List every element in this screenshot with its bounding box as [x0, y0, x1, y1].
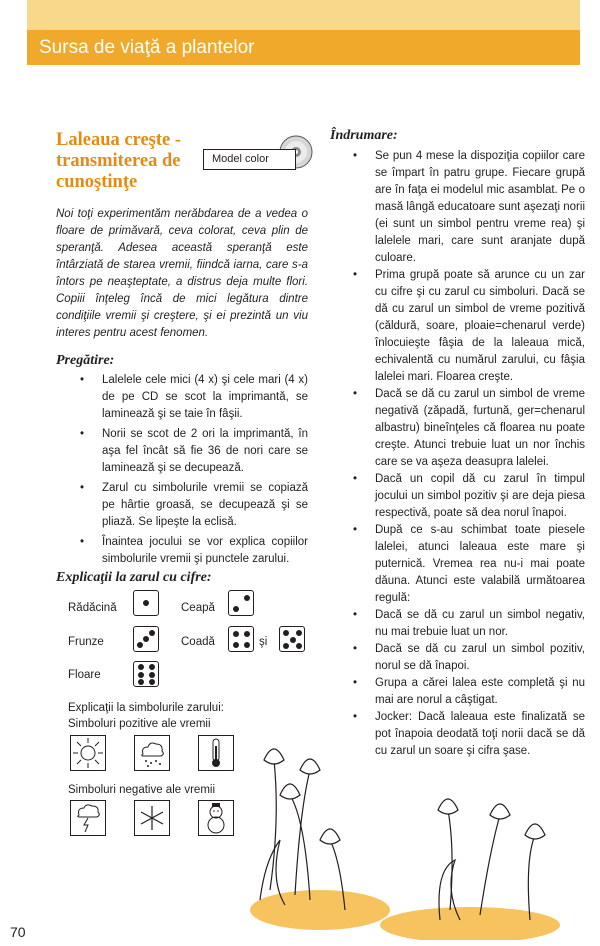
- label-onion: Ceapă: [181, 602, 215, 614]
- dice-explanation-heading: Explicaţii la zarul cu cifre:: [56, 570, 212, 585]
- list-item: • Dacă se dă cu zarul un simbol pozitiv, norul se dă înapoi.: [353, 643, 585, 672]
- sun-icon: [70, 735, 106, 771]
- rain-cloud-icon: [134, 735, 170, 771]
- list-item: • După ce s-au schimbat toate piesele lalelei, atunci laleaua este mare şi puternică. Vremea rea nu-i mai poate dăuna. Atunci este valabilă următoarea regulă:: [353, 524, 585, 604]
- tulips-illustration: [250, 740, 560, 940]
- die-face-3: [133, 626, 159, 652]
- die-face-2: [228, 590, 254, 616]
- instructions-heading: Îndrumare:: [330, 128, 398, 143]
- negative-symbols-label: Simboluri negative ale vremii: [68, 784, 216, 796]
- positive-symbols-label: Simboluri pozitive ale vremii: [68, 718, 211, 730]
- label-and: şi: [259, 636, 268, 648]
- label-leaves: Frunze: [68, 636, 104, 648]
- symbols-intro: Explicaţii la simbolurile zarului:: [68, 702, 224, 714]
- intro-paragraph: Noi toţi experimentăm nerăbdarea de a vedea o floare de primăvară, ceva colorat, ceva plin de speranţă. Adesea această speranţă este întârziată de starea vremii, fiindcă iarna, care s-a întors pe neaşteptate, a distrus deja multe flori. Copiii înţeleg încă de mici legătura dintre condiţiile vremii şi creştere, şi ei prezintă un viu interes pentru acest fenomen.: [56, 208, 308, 339]
- activity-title: Laleaua creşte - transmiterea de cunoştinţe: [56, 130, 182, 192]
- list-item: • Lalelele cele mici (4 x) şi cele mari (4 x) de pe CD se scot la imprimantă, se laminează şi se taie în fâşii.: [80, 374, 308, 420]
- die-face-1: [133, 590, 159, 616]
- list-item: • Prima grupă poate să arunce cu un zar cu cifre şi cu zarul cu simboluri. Dacă se dă cu zarul un simbol de vreme pozitivă (căldură, soare, ploaie=chenarul verde) înlocuieşte fâşia de la laleaua mică, echivalentă cu numărul zarului, cu fâşia lalelei mari. Floarea creşte.: [353, 269, 585, 383]
- list-item: • Jocker: Dacă laleaua este finalizată se pot înapoia deodată toţi norii dacă se dă cu zarul un soare şi cifra şase.: [353, 711, 585, 757]
- list-item: • Norii se scot de 2 ori la imprimantă, în aşa fel încât să fie 36 de nori care se laminează şi se decupează.: [80, 428, 308, 474]
- list-item: • Dacă se dă cu zarul un simbol negativ, nu mai trebuie luat un nor.: [353, 609, 585, 638]
- snowflake-icon: [134, 800, 170, 836]
- die-face-6: [133, 661, 159, 687]
- lightning-storm-icon: [70, 800, 106, 836]
- list-item: • Se pun 4 mese la dispoziţia copiilor care se împart în patru grupe. Fiecare grupă are în faţa ei modelul mic asamblat. Pe o masă lângă educatoare sunt aşezaţi norii (ei sunt un simbol pentru vreme rea) şi lalelele mari, care sunt aranjate după culoare.: [353, 150, 585, 264]
- preparation-heading: Pregătire:: [56, 353, 115, 368]
- label-root: Rădăcină: [68, 602, 117, 614]
- list-item: • Zarul cu simbolurile vremii se copiază pe hârtie groasă, se decupează şi se pliază. Se lipeşte la eclisă.: [80, 482, 308, 528]
- die-face-5: [279, 626, 305, 652]
- instructions-list: [353, 148, 585, 760]
- list-item: • Înaintea jocului se vor explica copiilor simbolurile vremii şi punctele zarului.: [80, 536, 308, 565]
- list-item: • Dacă un copil dă cu zarul în timpul jocului un simbol pozitiv şi are deja piesa respectivă, poate să dea norul înapoi.: [353, 473, 585, 519]
- list-item: • Dacă se dă cu zarul un simbol de vreme negativă (zăpadă, furtună, ger=chenarul albastru) bineînţeles că floarea nu poate creşte. Atunci trebuie luat un nor închis care se va aşeza deasupra lalelei.: [353, 388, 585, 468]
- model-color-label: Model color: [203, 149, 296, 170]
- section-header: [27, 30, 580, 65]
- thermometer-warm-icon: [198, 735, 234, 771]
- preparation-list: [80, 372, 308, 568]
- label-flower: Floare: [68, 669, 101, 681]
- section-title: Sursa de viaţă a plantelor: [39, 37, 255, 58]
- snowman-icon: [198, 800, 234, 836]
- page-number: 70: [10, 924, 26, 940]
- label-tail: Coadă: [181, 636, 215, 648]
- list-item: • Grupa a cărei lalea este completă şi nu mai are norul a câştigat.: [353, 677, 585, 706]
- header-top-band: [27, 0, 580, 30]
- die-face-4: [228, 626, 254, 652]
